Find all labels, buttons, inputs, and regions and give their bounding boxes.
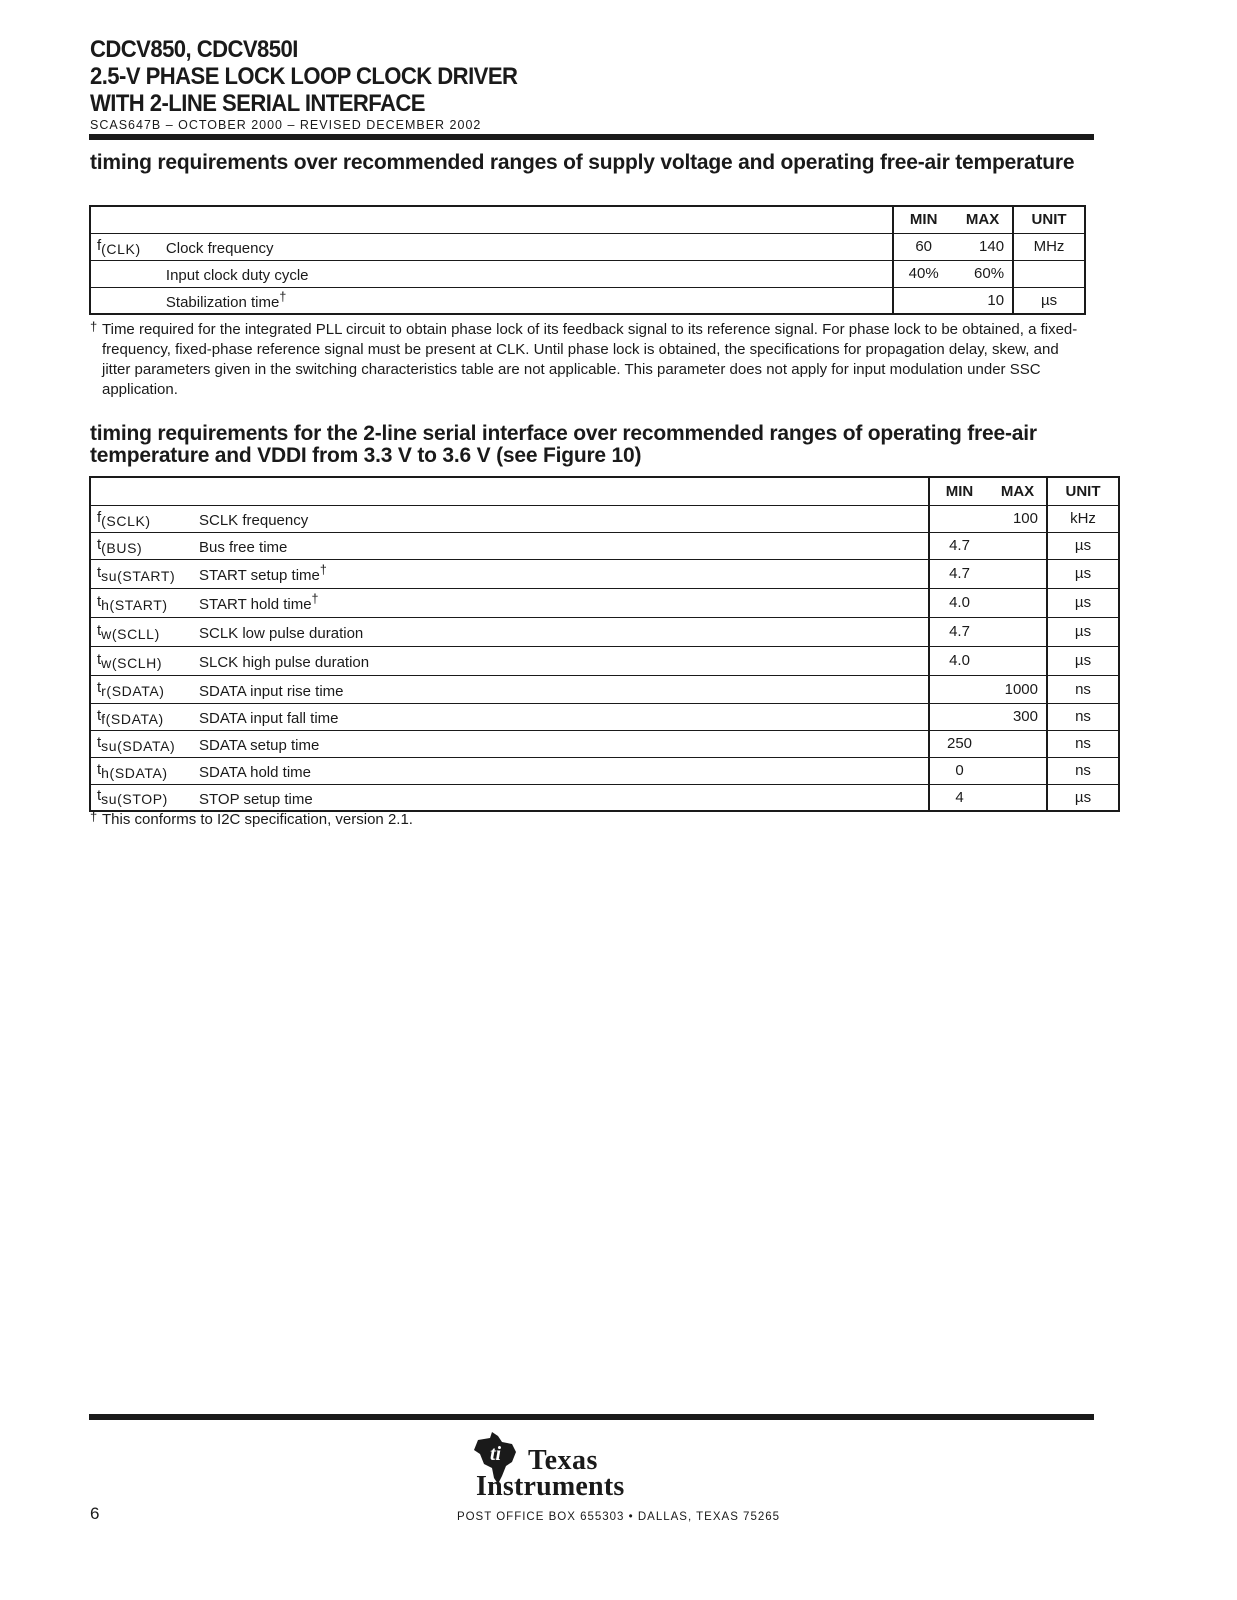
parameter-description (197, 784, 929, 811)
unit-value: µs (1047, 559, 1119, 588)
table-row (90, 505, 1119, 532)
min-value: 4.0 (929, 646, 989, 675)
table-row (90, 233, 1085, 260)
description-text: Stabilization time (165, 293, 280, 311)
symbol-subscript: (CLK) (101, 240, 141, 257)
description-text: SCLK frequency (199, 512, 309, 529)
description-text: Bus free time (199, 539, 288, 556)
col-min: MIN (893, 206, 953, 233)
symbol-letter: t (97, 650, 102, 668)
table-row (90, 559, 1119, 588)
description-text: SDATA input fall time (199, 710, 339, 727)
symbol-letter: f (97, 508, 102, 526)
max-value: 300 (989, 703, 1047, 730)
parameter-description (164, 260, 893, 287)
col-unit: UNIT (1047, 477, 1119, 505)
symbol-letter: t (97, 563, 102, 581)
dagger-mark: † (279, 289, 287, 304)
table-row (90, 260, 1085, 287)
parameter-symbol (90, 505, 197, 532)
description-text: SLCK high pulse duration (199, 654, 370, 671)
unit-value: ns (1047, 675, 1119, 703)
symbol-letter: t (97, 706, 102, 724)
max-value (989, 784, 1047, 811)
parameter-description (197, 646, 929, 675)
unit-value: µs (1047, 617, 1119, 646)
symbol-letter: t (97, 679, 102, 696)
parameter-symbol (90, 559, 197, 588)
max-value (989, 730, 1047, 757)
table-row (90, 588, 1119, 617)
unit-value: MHz (1013, 233, 1085, 260)
max-value: 60% (953, 260, 1013, 287)
footnote-2 (90, 810, 1090, 830)
min-value (929, 505, 989, 532)
symbol-letter: t (97, 760, 102, 778)
timing-table-1 (89, 205, 1086, 315)
unit-value: µs (1013, 287, 1085, 314)
address: POST OFFICE BOX 655303 • DALLAS, TEXAS 75265 (456, 1511, 781, 1523)
footnote-text: This conforms to I2C specification, version 2.1. (102, 811, 413, 828)
unit-value: kHz (1047, 505, 1119, 532)
parameter-symbol (90, 675, 197, 703)
col-max: MAX (989, 477, 1047, 505)
col-min: MIN (929, 477, 989, 505)
symbol-subscript: su(START) (101, 567, 176, 584)
min-value: 40% (893, 260, 953, 287)
table-header-row (90, 477, 1119, 505)
description-text: Input clock duty cycle (165, 267, 309, 284)
description-text: STOP setup time (199, 790, 313, 808)
col-unit: UNIT (1013, 206, 1085, 233)
max-value: 10 (953, 287, 1013, 314)
description-text: SCLK low pulse duration (199, 625, 364, 642)
parameter-symbol (90, 784, 197, 811)
parameter-symbol (90, 233, 164, 260)
symbol-letter: t (97, 592, 102, 610)
max-value (989, 757, 1047, 784)
symbol-subscript: w(SCLL) (101, 625, 160, 642)
max-value: 1000 (989, 675, 1047, 703)
parameter-description (197, 730, 929, 757)
table-row (90, 617, 1119, 646)
description-text: SDATA setup time (199, 737, 320, 754)
parameter-description (197, 505, 929, 532)
max-value (989, 532, 1047, 559)
table-row (90, 287, 1085, 314)
max-value: 140 (953, 233, 1013, 260)
symbol-letter: t (97, 787, 102, 805)
max-value (989, 617, 1047, 646)
symbol-letter: t (97, 621, 102, 639)
min-value (893, 287, 953, 314)
min-value: 4 (929, 784, 989, 811)
unit-value: ns (1047, 757, 1119, 784)
title-line-2: 2.5-V PHASE LOCK LOOP CLOCK DRIVER (90, 63, 518, 90)
parameter-symbol (90, 532, 197, 559)
table-header-row (90, 206, 1085, 233)
min-value (929, 675, 989, 703)
symbol-subscript: w(SCLH) (101, 654, 163, 671)
max-value (989, 559, 1047, 588)
parameter-description (197, 559, 929, 588)
timing-table-2 (89, 476, 1120, 812)
unit-value: µs (1047, 588, 1119, 617)
table-row (90, 703, 1119, 730)
max-value (989, 588, 1047, 617)
description-text: SDATA hold time (199, 764, 311, 781)
symbol-subscript: r(SDATA) (101, 683, 165, 699)
symbol-letter: f (97, 236, 102, 254)
document-header (90, 36, 555, 132)
symbol-subscript: (BUS) (101, 539, 143, 556)
document-id: SCAS647B – OCTOBER 2000 – REVISED DECEMBER 2002 (90, 118, 482, 132)
parameter-symbol (90, 730, 197, 757)
footnote-1 (90, 320, 1090, 400)
table-row (90, 757, 1119, 784)
parameter-description (197, 617, 929, 646)
table-row (90, 730, 1119, 757)
section1-title: timing requirements over recommended ranges of supply voltage and operating free-air temperature (90, 151, 1075, 174)
parameter-symbol (90, 646, 197, 675)
parameter-symbol (90, 757, 197, 784)
description-text: START setup time (199, 567, 320, 584)
symbol-subscript: h(START) (101, 596, 168, 613)
table-row (90, 784, 1119, 811)
min-value: 0 (929, 757, 989, 784)
logo-line-2: Instruments (476, 1471, 625, 1502)
parameter-description (164, 233, 893, 260)
header-rule (89, 134, 1094, 140)
min-value (929, 703, 989, 730)
symbol-letter: t (97, 733, 102, 751)
title-line-3: WITH 2-LINE SERIAL INTERFACE (90, 90, 425, 117)
parameter-description (197, 675, 929, 703)
min-value: 250 (929, 730, 989, 757)
unit-value (1013, 260, 1085, 287)
symbol-subscript: h(SDATA) (101, 764, 168, 781)
footer-rule (89, 1414, 1094, 1420)
min-value: 4.7 (929, 559, 989, 588)
page-number: 6 (90, 1504, 100, 1523)
parameter-description (197, 703, 929, 730)
parameter-symbol (90, 287, 164, 314)
footnote-dagger: † (90, 809, 98, 824)
parameter-symbol (90, 260, 164, 287)
svg-text:ti: ti (490, 1443, 502, 1465)
unit-value: µs (1047, 532, 1119, 559)
symbol-subscript: (SCLK) (101, 512, 151, 529)
unit-value: µs (1047, 784, 1119, 811)
table-row (90, 646, 1119, 675)
dagger-mark: † (319, 563, 327, 577)
dagger-mark: † (311, 592, 319, 606)
description-text: SDATA input rise time (199, 682, 344, 700)
max-value: 100 (989, 505, 1047, 532)
min-value: 4.7 (929, 617, 989, 646)
section2-title: timing requirements for the 2-line serial interface over recommended ranges of operating free-air temperature and VDDI from 3.3 V to 3.6 V (see Figure 10) (90, 422, 1037, 467)
col-max: MAX (953, 206, 1013, 233)
parameter-description (164, 287, 893, 314)
symbol-letter: t (97, 535, 102, 553)
title-line-1: CDCV850, CDCV850I (90, 36, 298, 63)
footnote-dagger: † (90, 319, 98, 334)
parameter-symbol (90, 703, 197, 730)
max-value (989, 646, 1047, 675)
min-value: 4.7 (929, 532, 989, 559)
symbol-subscript: su(SDATA) (101, 737, 176, 754)
parameter-symbol (90, 617, 197, 646)
unit-value: ns (1047, 730, 1119, 757)
unit-value: µs (1047, 646, 1119, 675)
table-row (90, 675, 1119, 703)
min-value: 60 (893, 233, 953, 260)
logo-line-1: Texas (528, 1445, 598, 1476)
symbol-subscript: f(SDATA) (101, 710, 164, 727)
parameter-description (197, 588, 929, 617)
footnote-text: Time required for the integrated PLL circuit to obtain phase lock of its feedback signal to its reference signal. For phase lock to be obtained, a fixed-frequency, fixed-phase reference signal must be present at CLK. Until phase lock is obtained, the specifications for propagation delay, skew, and jitter parameters given in the switching characteristics table are not applicable. This parameter does not apply for input modulation under SSC application. (102, 321, 1078, 398)
parameter-description (197, 532, 929, 559)
parameter-description (197, 757, 929, 784)
min-value: 4.0 (929, 588, 989, 617)
parameter-symbol (90, 588, 197, 617)
table-row (90, 532, 1119, 559)
description-text: START hold time (199, 596, 312, 613)
symbol-subscript: su(STOP) (101, 791, 168, 808)
description-text: Clock frequency (165, 240, 274, 257)
unit-value: ns (1047, 703, 1119, 730)
